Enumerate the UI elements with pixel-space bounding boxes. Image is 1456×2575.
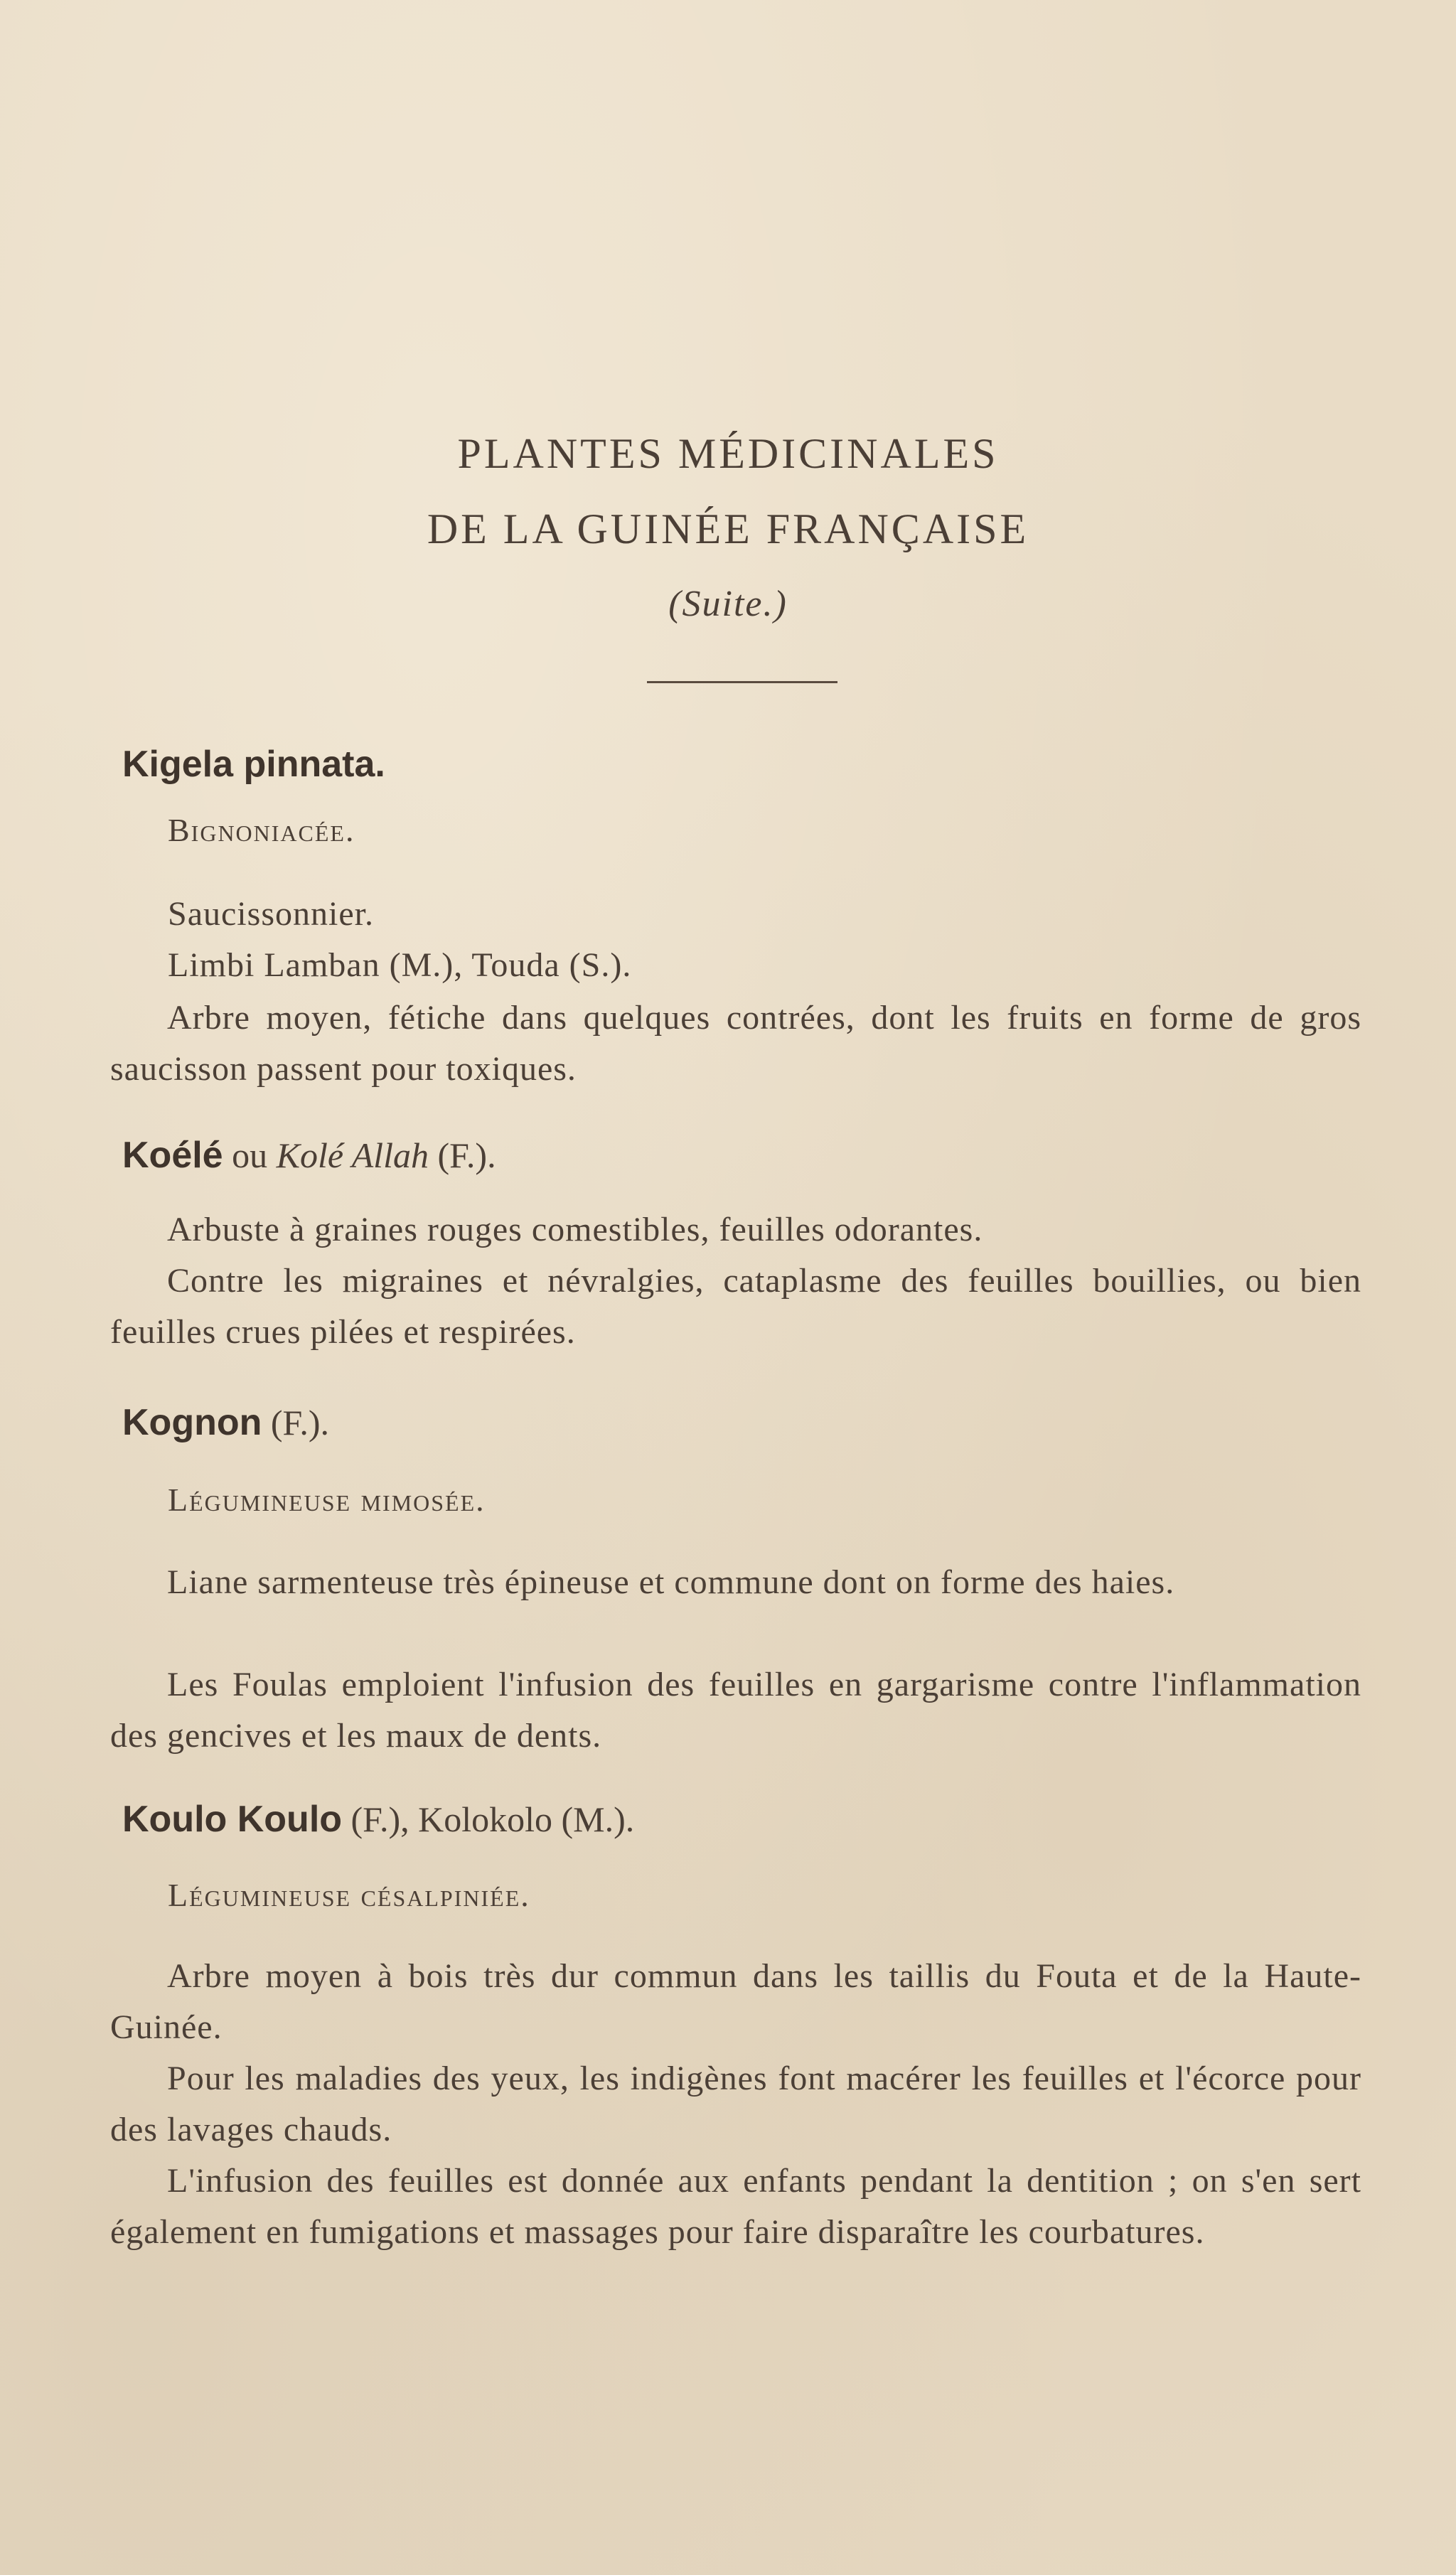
entry-name-italic: Kolé Allah xyxy=(276,1135,429,1175)
entry-common-name: Saucissonnier. xyxy=(168,895,374,933)
entry-heading-kigela xyxy=(122,739,385,789)
entry-vernacular: Limbi Lamban (M.), Touda (S.). xyxy=(168,946,632,984)
entry-heading-kognon xyxy=(122,1398,329,1447)
entry-name: Kigela pinnata. xyxy=(122,744,385,785)
entry-name-suffix: ou xyxy=(223,1135,277,1175)
suite-label: (Suite.) xyxy=(668,584,788,624)
entry-paragraph: Arbre moyen à bois très dur commun dans les taillis du Fouta et de la Haute-Guinée. xyxy=(110,1957,1361,2046)
entry-paragraph: Liane sarmenteuse très épineuse et commune dont on forme des haies. xyxy=(167,1563,1175,1601)
entry-paragraph: Contre les migraines et névralgies, cataplasme des feuilles bouillies, ou bien feuilles crues pilées et respirées. xyxy=(110,1262,1361,1351)
entry-name-suffix-end: (F.), Kolokolo (M.). xyxy=(342,1799,635,1839)
entry-heading-koulo-koulo xyxy=(122,1794,634,1844)
entry-name: Koélé xyxy=(122,1135,223,1176)
entry-name-suffix-end: (F.). xyxy=(262,1403,329,1442)
entry-family: Légumineuse césalpiniée. xyxy=(168,1877,530,1913)
entry-family: Bignoniacée. xyxy=(168,812,355,848)
entry-family: Légumineuse mimosée. xyxy=(168,1482,486,1518)
entry-paragraph: Les Foulas emploient l'infusion des feuilles en gargarisme contre l'inflammation des gencives et les maux de dents. xyxy=(110,1666,1361,1755)
title-divider xyxy=(647,681,837,683)
page-title-line-2: DE LA GUINÉE FRANÇAISE xyxy=(427,505,1029,552)
entry-paragraph: Arbre moyen, fétiche dans quelques contrées, dont les fruits en forme de gros saucisson passent pour toxiques. xyxy=(110,999,1361,1088)
entry-name: Koulo Koulo xyxy=(122,1799,343,1840)
entry-paragraph: Pour les maladies des yeux, les indigènes font macérer les feuilles et l'écorce pour des lavages chauds. xyxy=(110,2060,1361,2148)
entry-paragraph: L'infusion des feuilles est donnée aux enfants pendant la dentition ; on s'en sert également en fumigations et massages pour faire disparaître les courbatures. xyxy=(110,2162,1361,2251)
entry-name: Kognon xyxy=(122,1402,262,1443)
entry-paragraph: Arbuste à graines rouges comestibles, feuilles odorantes. xyxy=(167,1211,983,1248)
entry-name-suffix-end: (F.). xyxy=(428,1135,496,1175)
entry-heading-koele xyxy=(122,1130,496,1180)
page-title-line-1: PLANTES MÉDICINALES xyxy=(457,430,999,477)
